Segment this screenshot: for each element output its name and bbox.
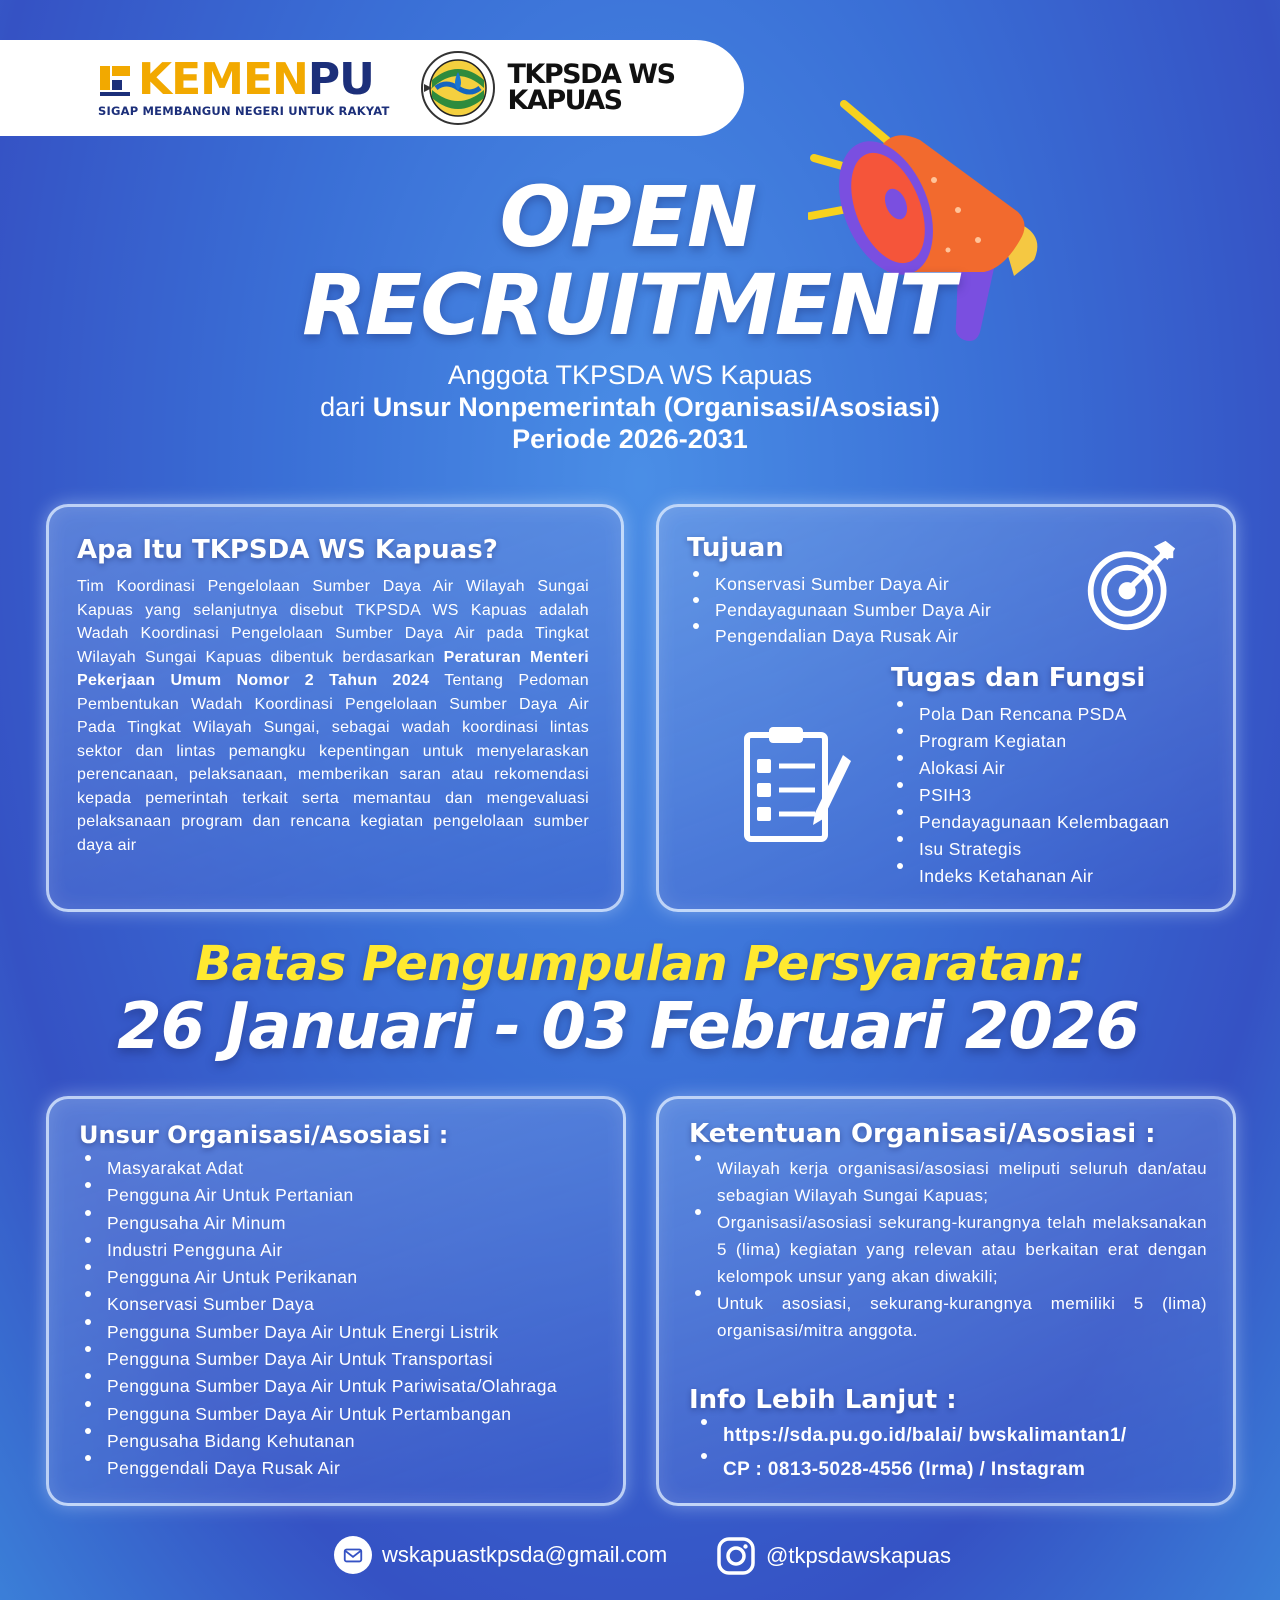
hero-title-open: OPEN bbox=[499, 168, 757, 266]
info-link[interactable]: https://sda.pu.go.id/balai/ bwskalimantan1/ bbox=[695, 1419, 1127, 1453]
about-card bbox=[46, 504, 624, 912]
footer-instagram[interactable] bbox=[716, 1536, 951, 1576]
about-regulation: Peraturan Menteri Pekerjaan Umum Nomor 2 Tahun 2024 bbox=[77, 648, 589, 689]
element-item: Pengusaha Bidang Kehutanan bbox=[79, 1428, 557, 1455]
rules-list bbox=[689, 1155, 1207, 1344]
target-icon bbox=[1083, 537, 1179, 633]
element-item: Penggendali Daya Rusak Air bbox=[79, 1455, 557, 1482]
about-paragraph bbox=[77, 575, 589, 857]
hero-title-recruitment: RECRUITMENT bbox=[302, 256, 954, 354]
tkpsda-name-line1: TKPSDA WS bbox=[507, 59, 675, 90]
goals-list bbox=[687, 571, 991, 649]
tkpsda-name bbox=[507, 59, 675, 116]
elements-list bbox=[79, 1155, 557, 1483]
clipboard-checklist-icon bbox=[737, 725, 857, 845]
info-heading: Info Lebih Lanjut : bbox=[689, 1385, 957, 1415]
subtitle-emphasis: Unsur Nonpemerintah (Organisasi/Asosiasi) bbox=[372, 392, 940, 422]
rule-item: Wilayah kerja organisasi/asosiasi meliputi seluruh dan/atau sebagian Wilayah Sungai Kapuas; bbox=[689, 1155, 1207, 1209]
element-item: Pengguna Sumber Daya Air Untuk Energi Listrik bbox=[79, 1319, 557, 1346]
hero-period: Periode 2026-2031 bbox=[512, 424, 748, 454]
duty-item: Pola Dan Rencana PSDA bbox=[891, 701, 1169, 728]
about-text-end: Tentang Pedoman Pembentukan Wadah Koordinasi Pengelolaan Sumber Daya Air Pada Tingkat Wilayah Sungai, sebagai wadah koordinasi lintas sektor dan lintas pemangku kepentingan untuk menyelaraskan perencanaan, pelaksanaan, memberikan saran atau rekomendasi kepada pemerintah terkait serta memantau dan mengevaluasi pelaksanaan program dan rencana kegiatan pengelolaan sumber daya air bbox=[77, 672, 589, 854]
hero-subtitle-line2 bbox=[0, 392, 1260, 423]
rule-item: Organisasi/asosiasi sekurang-kurangnya telah melaksanakan 5 (lima) kegiatan yang relevan atau berkaitan erat dengan kelompok unsur yang akan diwakili; bbox=[689, 1209, 1207, 1290]
duty-item: Pendayagunaan Kelembagaan bbox=[891, 809, 1169, 836]
element-item: Pengguna Sumber Daya Air Untuk Pertambangan bbox=[79, 1401, 557, 1428]
footer-email[interactable] bbox=[334, 1536, 667, 1574]
element-item: Pengguna Air Untuk Perikanan bbox=[79, 1264, 557, 1291]
goals-heading: Tujuan bbox=[687, 533, 784, 563]
about-heading: Apa Itu TKPSDA WS Kapuas? bbox=[77, 535, 498, 565]
duty-item: Indeks Ketahanan Air bbox=[891, 863, 1169, 890]
duty-item: PSIH3 bbox=[891, 782, 1169, 809]
tkpsda-name-line2: KAPUAS bbox=[507, 85, 622, 116]
tkpsda-emblem-icon bbox=[420, 50, 496, 126]
header-logo-bar bbox=[0, 40, 744, 136]
about-text-start: Tim Koordinasi Pengelolaan Sumber Daya Air Wilayah Sungai Kapuas yang selanjutnya disebut TKPSDA WS Kapuas adalah Wadah Koordinasi Pengelolaan Sumber Daya Air pada Tingkat Wilayah Sungai Kapuas dibentuk berdasarkan bbox=[77, 578, 589, 666]
rules-heading: Ketentuan Organisasi/Asosiasi : bbox=[689, 1119, 1156, 1149]
goal-item: Pengendalian Daya Rusak Air bbox=[687, 623, 991, 649]
element-item: Konservasi Sumber Daya bbox=[79, 1291, 557, 1318]
rules-info-card bbox=[656, 1096, 1236, 1506]
deadline-dates: 26 Januari - 03 Februari 2026 bbox=[117, 990, 1139, 1064]
duty-item: Alokasi Air bbox=[891, 755, 1169, 782]
kemenpu-tagline: SIGAP MEMBANGUN NEGERI UNTUK RAKYAT bbox=[98, 104, 390, 118]
goal-item: Pendayagunaan Sumber Daya Air bbox=[687, 597, 991, 623]
elements-card bbox=[46, 1096, 626, 1506]
logo-text-kemen: KEMEN bbox=[138, 54, 308, 105]
element-item: Pengusaha Air Minum bbox=[79, 1210, 557, 1237]
hero-subtitle-line1: Anggota TKPSDA WS Kapuas bbox=[447, 360, 813, 390]
footer-instagram-text: @tkpsdawskapuas bbox=[766, 1543, 951, 1568]
element-item: Pengguna Sumber Daya Air Untuk Pariwisata/Olahraga bbox=[79, 1373, 557, 1400]
logo-text-pu: PU bbox=[307, 54, 374, 105]
duties-list bbox=[891, 701, 1169, 890]
kemenpu-logo bbox=[98, 54, 390, 118]
duties-heading: Tugas dan Fungsi bbox=[891, 663, 1146, 693]
goals-duties-card bbox=[656, 504, 1236, 912]
element-item: Pengguna Air Untuk Pertanian bbox=[79, 1182, 557, 1209]
deadline-label: Batas Pengumpulan Persyaratan: bbox=[195, 936, 1085, 992]
kemenpu-mark-icon bbox=[98, 62, 134, 98]
rule-item: Untuk asosiasi, sekurang-kurangnya memiliki 5 (lima) organisasi/mitra anggota. bbox=[689, 1290, 1207, 1344]
duty-item: Program Kegiatan bbox=[891, 728, 1169, 755]
element-item: Industri Pengguna Air bbox=[79, 1237, 557, 1264]
info-contact: CP : 0813-5028-4556 (Irma) / Instagram bbox=[695, 1453, 1127, 1487]
footer-email-text: wskapuastkpsda@gmail.com bbox=[382, 1542, 668, 1567]
goal-item: Konservasi Sumber Daya Air bbox=[687, 571, 991, 597]
elements-heading: Unsur Organisasi/Asosiasi : bbox=[79, 1121, 449, 1149]
email-icon bbox=[334, 1536, 372, 1574]
info-list bbox=[695, 1419, 1127, 1487]
subtitle-prefix: dari bbox=[320, 392, 373, 422]
instagram-icon bbox=[716, 1536, 756, 1576]
element-item: Pengguna Sumber Daya Air Untuk Transportasi bbox=[79, 1346, 557, 1373]
element-item: Masyarakat Adat bbox=[79, 1155, 557, 1182]
duty-item: Isu Strategis bbox=[891, 836, 1169, 863]
